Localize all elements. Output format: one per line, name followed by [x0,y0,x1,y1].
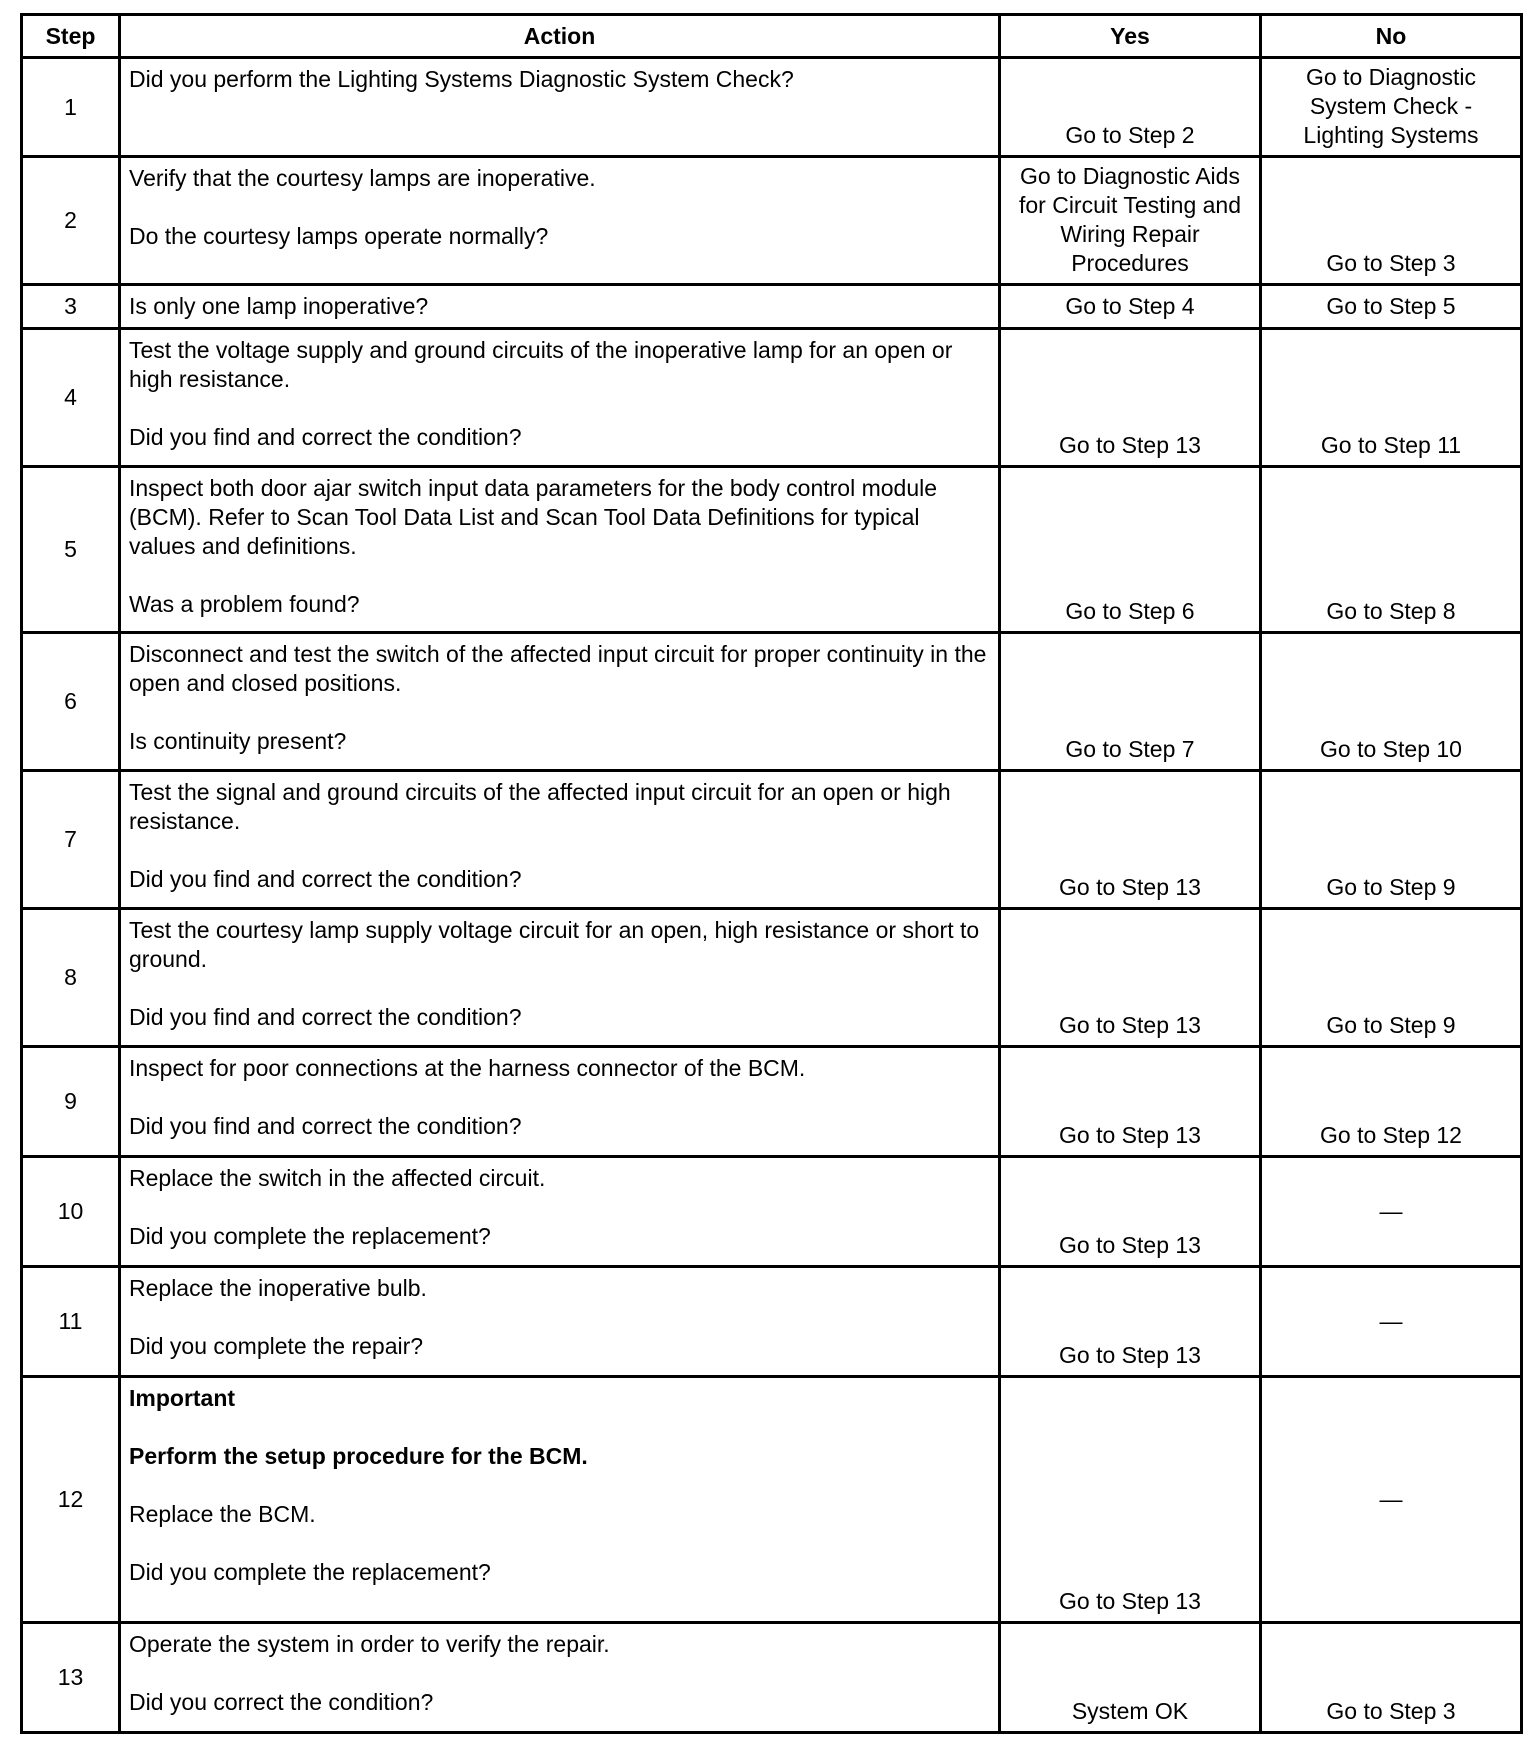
step-number: 8 [22,909,120,1047]
paragraph-gap [129,193,992,222]
action-cell [120,329,1000,467]
yes-result: Go to Step 13 [1000,1157,1261,1267]
step-number: 11 [22,1267,120,1377]
no-result: Go to Step 5 [1261,285,1522,329]
paragraph-gap [129,974,992,1003]
paragraph-gap [129,394,992,423]
action-cell [120,909,1000,1047]
no-result: Go to Step 9 [1261,909,1522,1047]
step-number: 13 [22,1623,120,1733]
no-result: Go to Step 12 [1261,1047,1522,1157]
no-result: Go to Step 11 [1261,329,1522,467]
yes-result: Go to Step 13 [1000,909,1261,1047]
yes-result: Go to Step 13 [1000,771,1261,909]
table-row [22,1377,1522,1623]
yes-result: Go to Step 13 [1000,1267,1261,1377]
action-cell [120,58,1000,157]
action-paragraph: Did you find and correct the condition? [129,1113,522,1139]
action-paragraph: Operate the system in order to verify the repair. [129,1631,610,1657]
action-paragraph: Did you complete the repair? [129,1333,424,1359]
action-paragraph: Replace the BCM. [129,1501,316,1527]
header-action: Action [120,15,1000,58]
step-number: 6 [22,633,120,771]
yes-result: Go to Step 6 [1000,467,1261,633]
no-result: Go to Step 3 [1261,157,1522,285]
action-cell [120,1267,1000,1377]
step-number: 5 [22,467,120,633]
yes-result: Go to Step 13 [1000,1377,1261,1623]
action-cell [120,771,1000,909]
paragraph-gap [129,1083,992,1112]
action-paragraph: Replace the switch in the affected circuit. [129,1165,546,1191]
action-paragraph: Inspect for poor connections at the harness connector of the BCM. [129,1055,806,1081]
no-result: — [1261,1267,1522,1377]
table-row [22,1157,1522,1267]
yes-result: Go to Step 13 [1000,329,1261,467]
step-number: 1 [22,58,120,157]
paragraph-gap [129,1303,992,1332]
action-paragraph: Test the courtesy lamp supply voltage circuit for an open, high resistance or short to ground. [129,917,980,972]
table-row [22,633,1522,771]
step-number: 9 [22,1047,120,1157]
action-paragraph: Did you find and correct the condition? [129,866,522,892]
action-cell [120,1157,1000,1267]
no-result: — [1261,1157,1522,1267]
table-row [22,285,1522,329]
no-result: Go to Step 3 [1261,1623,1522,1733]
header-row [22,15,1522,58]
table-row [22,58,1522,157]
action-paragraph: Do the courtesy lamps operate normally? [129,223,549,249]
action-paragraph: Was a problem found? [129,591,360,617]
no-result: Go to Step 9 [1261,771,1522,909]
no-result: Go to Diagnostic System Check - Lighting Systems [1261,58,1522,157]
action-paragraph: Inspect both door ajar switch input data parameters for the body control module (BCM). Refer to Scan Tool Data List and Scan Tool Data Definitions for typical values and definitions. [129,475,938,559]
paragraph-gap [129,1659,992,1688]
action-paragraph: Is only one lamp inoperative? [129,293,429,319]
header-step: Step [22,15,120,58]
no-result: Go to Step 8 [1261,467,1522,633]
action-paragraph: Is continuity present? [129,728,347,754]
action-paragraph: Verify that the courtesy lamps are inoperative. [129,165,596,191]
yes-result: Go to Step 4 [1000,285,1261,329]
table-row [22,1267,1522,1377]
table-row [22,467,1522,633]
action-cell [120,157,1000,285]
step-number: 7 [22,771,120,909]
action-cell [120,1623,1000,1733]
step-number: 4 [22,329,120,467]
yes-result: Go to Step 13 [1000,1047,1261,1157]
yes-result: Go to Step 7 [1000,633,1261,771]
action-paragraph: Did you complete the replacement? [129,1223,491,1249]
table-row [22,1623,1522,1733]
action-paragraph: Test the voltage supply and ground circuits of the inoperative lamp for an open or high resistance. [129,337,953,392]
paragraph-gap [129,1193,992,1222]
paragraph-gap [129,836,992,865]
action-cell [120,285,1000,329]
action-paragraph: Did you correct the condition? [129,1689,434,1715]
table-row [22,329,1522,467]
paragraph-gap [129,561,992,590]
no-result: Go to Step 10 [1261,633,1522,771]
action-paragraph: Did you find and correct the condition? [129,1004,522,1030]
action-cell [120,1047,1000,1157]
yes-result: Go to Step 2 [1000,58,1261,157]
yes-result: System OK [1000,1623,1261,1733]
action-cell [120,1377,1000,1623]
action-cell [120,633,1000,771]
paragraph-gap [129,1529,992,1558]
action-paragraph: Replace the inoperative bulb. [129,1275,427,1301]
action-paragraph: Test the signal and ground circuits of the affected input circuit for an open or high resistance. [129,779,951,834]
step-number: 3 [22,285,120,329]
paragraph-gap [129,1413,992,1442]
action-paragraph: Important [129,1385,236,1411]
table-row [22,157,1522,285]
action-paragraph: Disconnect and test the switch of the affected input circuit for proper continuity in the open and closed positions. [129,641,987,696]
step-number: 12 [22,1377,120,1623]
no-result: — [1261,1377,1522,1623]
table-row [22,909,1522,1047]
paragraph-gap [129,1471,992,1500]
action-paragraph: Did you perform the Lighting Systems Diagnostic System Check? [129,66,794,92]
paragraph-gap [129,698,992,727]
table-row [22,771,1522,909]
table-row [22,1047,1522,1157]
step-number: 10 [22,1157,120,1267]
action-paragraph: Perform the setup procedure for the BCM. [129,1443,588,1469]
action-paragraph: Did you find and correct the condition? [129,424,522,450]
step-number: 2 [22,157,120,285]
action-cell [120,467,1000,633]
action-paragraph: Did you complete the replacement? [129,1559,491,1585]
header-no: No [1261,15,1522,58]
diagnostic-table [20,13,1523,1734]
yes-result: Go to Diagnostic Aids for Circuit Testing and Wiring Repair Procedures [1000,157,1261,285]
header-yes: Yes [1000,15,1261,58]
